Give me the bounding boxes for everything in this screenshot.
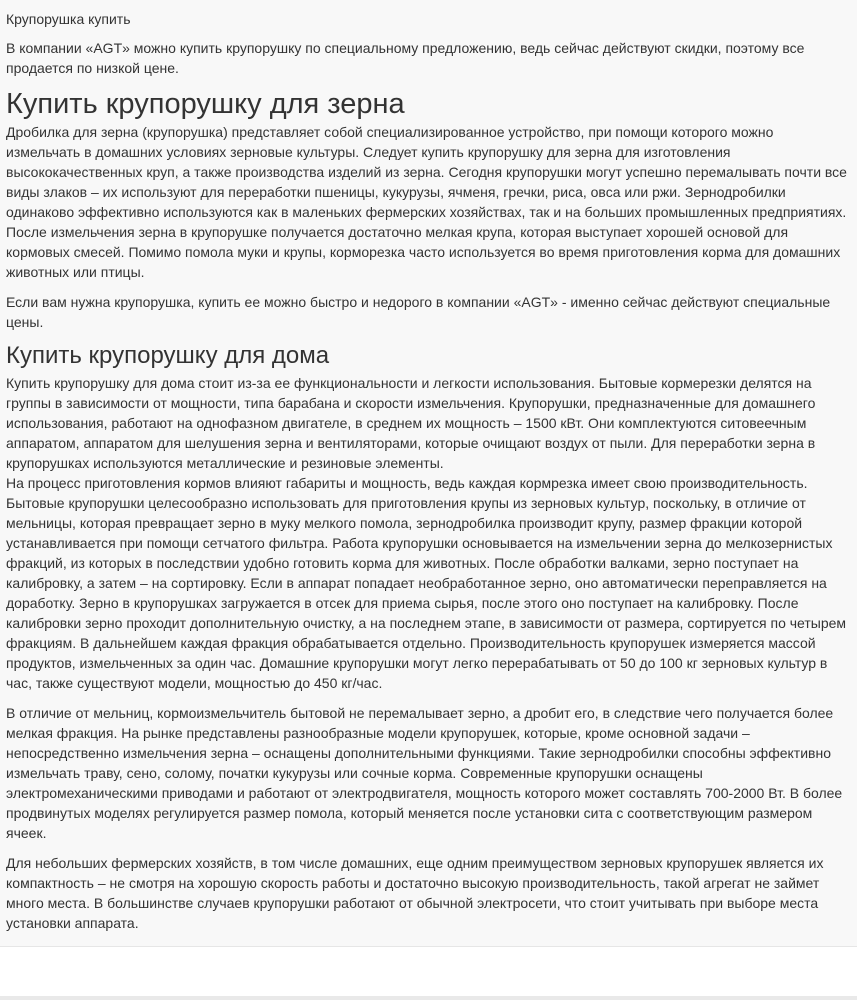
footer-divider [0, 996, 857, 1000]
paragraph: Если вам нужна крупорушка, купить ее можно быстро и недорого в компании «AGT» - именно сейчас действуют специальные цены. [6, 294, 831, 330]
section-heading-home: Купить крупорушку для дома [6, 342, 330, 369]
paragraph: Для небольших фермерских хозяйств, в том числе домашних, еще одним преимуществом зерновых крупорушек является их компактность – не смотря на хорошую скорость работы и достаточно высокую производительность, такой агрегат не займет много места. В большинстве случаев крупорушки работают от обычной электросети, что стоит учитывать при выборе места установки аппарата. [6, 855, 824, 931]
intro-paragraph: В компании «AGT» можно купить крупорушку по специальному предложению, ведь сейчас действуют скидки, поэтому все продается по низкой цене. [6, 40, 805, 76]
paragraph: Дробилка для зерна (крупорушка) представляет собой специализированное устройство, при помощи которого можно измельчать в домашних условиях зерновые культуры. Следует купить крупорушку для зерна для изготовления высококачественных круп, а также производства изделий из зерна. Сегодня крупорушки могут успешно перемалывать почти все виды злаков – их используют для переработки пшеницы, кукурузы, ячменя, гречки, риса, овса или ржи. Зернодробилки одинаково эффективно используются как в маленьких фермерских хозяйствах, так и на больших промышленных предприятиях. После измельчения зерна в крупорушке получается достаточно мелкая крупа, которая выступает хорошей основой для кормовых смесей. Помимо помола муки и крупы, корморезка часто используется во время приготовления корма для домашних животных или птицы. [6, 124, 847, 280]
breadcrumb: Крупорушка купить [6, 11, 131, 27]
paragraph: В отличие от мельниц, кормоизмельчитель бытовой не перемалывает зерно, а дробит его, в следствие чего получается более мелкая фракция. На рынке представлены разнообразные модели крупорушек, которые, кроме основной задачи – непосредственно измельчения зерна – оснащены дополнительными функциями. Такие зернодробилки способны эффективно измельчать траву, сено, солому, початки кукурузы или сочные корма. Современные крупорушки оснащены электромеханическими приводами и работают от электродвигателя, мощность которого может составлять 700-2000 Вт. В более продвинутых моделях регулируется размер помола, который меняется после установки сита с соответствующим размером ячеек. [6, 705, 843, 841]
paragraph: Купить крупорушку для дома стоит из-за ее функциональности и легкости использования. Бытовые кормерезки делятся на группы в зависимости от мощности, типа барабана и скорости измельчения. Крупорушки, предназначенные для домашнего использования, работают на однофазном двигателе, в среднем их мощность – 1500 кВт. Они комплектуются ситовеечным аппаратом, аппаратом для шелушения зерна и вентиляторами, которые очищают воздух от пыли. Для переработки зерна в крупорушках используются металлические и резиновые элементы. [6, 375, 816, 471]
section-heading-grain: Купить крупорушку для зерна [6, 88, 405, 120]
paragraph: На процесс приготовления кормов влияют габариты и мощность, ведь каждая кормрезка имеет свою производительность. Бытовые крупорушки целесообразно использовать для приготовления крупы из зерновых культур, поскольку, в отличие от мельницы, которая превращает зерно в муку мелкого помола, зернодробилка производит крупу, размер фракции которой устанавливается при помощи сетчатого фильтра. Работа крупорушки основывается на измельчении зерна до мелкозернистых фракций, из которых в последствии удобно готовить корма для животных. После обработки валками, зерно поступает на калибровку, а затем – на сортировку. Если в аппарат попадает необработанное зерно, оно автоматически переправляется на доработку. Зерно в крупорушках загружается в отсек для приема сырья, после этого оно поступает на калибровку. После калибровки зерно проходит дополнительную очистку, а на последнем этапе, в зависимости от размера, сортируется по четырем фракциям. В дальнейшем каждая фракция обрабатывается отдельно. Производительность крупорушек измеряется массой продуктов, измельченных за один час. Домашние крупорушки могут легко перерабатывать от 50 до 100 кг зерновых культур в час, также существуют модели, мощностью до 450 кг/час. [6, 475, 847, 691]
